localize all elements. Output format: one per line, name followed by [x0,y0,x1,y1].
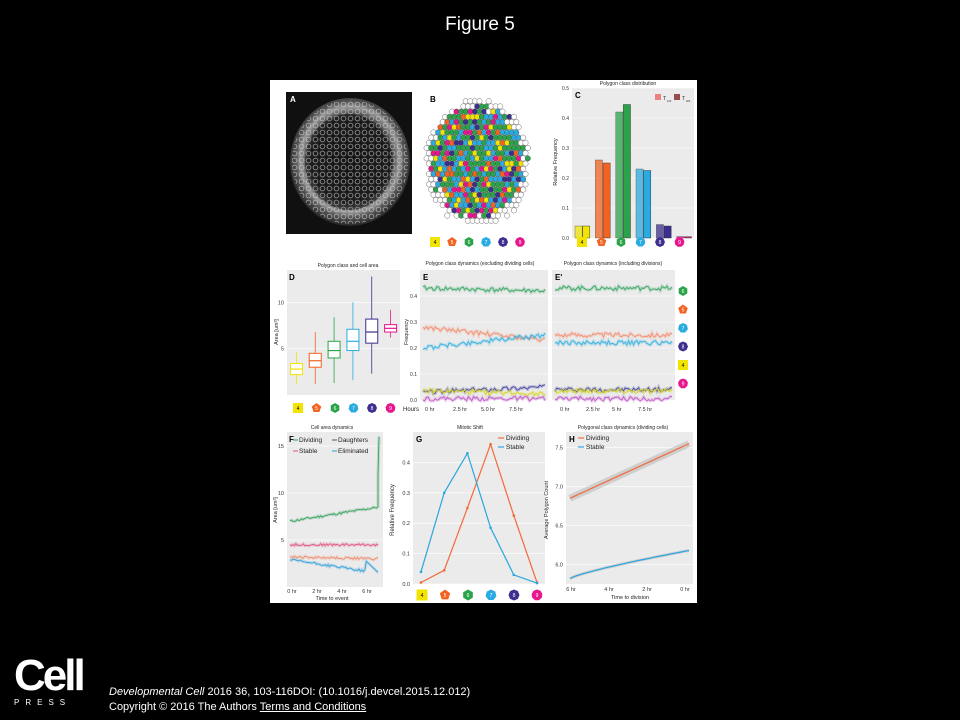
ytick-label: 0.2 [410,346,417,352]
box [347,329,359,350]
ytick-label: 0.0 [410,398,417,404]
hour-tick: 0 hr [425,407,435,413]
citation [109,685,470,715]
xtick-label: 6 hr [362,589,372,595]
data-point [513,514,516,517]
legend-label-t14: T [663,96,667,102]
data-point [489,443,492,446]
polygon-marker-label: 5 [443,592,447,599]
panel-f [273,425,383,602]
panel-g-letter: G [416,435,423,444]
panel-f-ylabel: Area [um²] [273,497,279,523]
polygon-cell [516,125,521,130]
panel-e-ylabel: Frequency [404,319,410,345]
polygon-marker-label: 9 [518,239,522,246]
figure-graphic [270,80,697,603]
legend-label-g-dividing: Dividing [506,435,530,442]
bar [684,237,691,238]
logo-word: Cell [14,651,83,700]
bar [636,169,643,238]
journal-name: Developmental Cell [109,686,205,698]
panel-e-hours [425,407,523,413]
panel-e-markers [678,286,688,388]
bar [623,105,630,239]
panel-b-markers [430,237,525,247]
xtick-label: 4 hr [337,589,347,595]
panel-d-title: Polygon class and cell area [317,263,379,269]
panel-c-markers [577,237,684,247]
panel-h-yticks [555,446,563,569]
ytick-label: 0.4 [562,116,569,122]
xtick-label: 0 hr [680,587,690,593]
panel-g [390,425,545,601]
polygon-marker-label: 8 [512,592,516,599]
hour-tick: 0 hr [560,407,570,413]
panel-c-yticks [562,86,569,242]
polygon-marker-label: 6 [619,239,623,246]
polygon-cell [511,114,516,119]
polygon-marker-label: 6 [467,239,471,246]
panel-e-title: Polygon class dynamics (excluding dividing cells) [425,261,535,267]
data-point [443,492,446,495]
copyright-line [109,700,470,715]
panel-b [424,95,531,224]
polygon-cell [498,104,503,109]
panel-e-yticks [410,294,417,404]
polygon-cell [486,99,491,104]
hour-tick: 7.5 hr [509,407,524,413]
panel-d-ylabel: Area [um²] [274,319,280,345]
panel-h-xlabel: Time to division [610,595,650,601]
panel-a [286,92,412,234]
panel-h [544,425,693,601]
legend-sub-t34: 3/4 [686,99,691,103]
xtick-label: 2 hr [642,587,652,593]
polygon-marker-label: 9 [681,381,685,388]
panel-f-xticks [287,589,372,595]
polygon-marker-label: 6 [681,288,685,295]
panel-d-markers [293,403,395,413]
polygon-marker-label: 9 [389,405,392,412]
ytick-label: 0.1 [402,551,410,558]
panel-g-title: Mitotic Shift [457,425,483,431]
polygon-cell [477,99,482,104]
ytick-label: 0.2 [562,176,569,182]
polygon-marker-label: 7 [352,405,355,412]
ytick-label: 10 [277,300,284,307]
polygon-marker-label: 7 [484,239,488,246]
polygon-marker-label: 6 [466,592,470,599]
citation-line [109,685,470,700]
panel-c-title: Polygon class distribution [599,81,657,87]
polygon-cell [504,213,509,218]
ytick-label: 0.4 [410,294,417,300]
bar [575,226,582,238]
polygon-marker-label: 7 [639,239,642,246]
polygon-marker-label: 6 [333,405,337,412]
data-point [420,581,423,584]
polygon-cell [521,187,526,192]
polygon-marker-label: 7 [681,325,685,332]
data-point [466,452,469,455]
bar [583,226,590,238]
data-point [420,571,423,574]
ytick-label: 0.0 [402,582,410,588]
polygon-marker-label: 5 [600,239,603,246]
data-point [443,569,446,572]
panel-e-letter: E [423,273,429,282]
legend-label-daughters: Daughters [338,437,368,444]
panel-d [274,263,400,413]
box [366,319,378,343]
figure-panel [270,80,697,603]
panel-f-title: Cell area dynamics [310,425,354,431]
polygon-marker-label: 4 [681,362,685,369]
polygon-cell [521,135,526,140]
polygon-cell [495,213,500,218]
ytick-label: 5 [280,346,284,353]
hour-tick: 5 hr [612,407,622,413]
data-point [489,526,492,529]
polygon-marker-label: 4 [296,405,300,412]
panel-c-plot-area [572,88,694,238]
panel-g-plot-area [413,432,545,584]
panel-d-plot-area [287,270,400,395]
polygon-cell [523,171,528,176]
legend-sub-t14: 1/4 [667,99,672,103]
panel-g-ylabel: Relative Frequency [390,484,396,536]
polygon-cell [500,109,505,114]
ytick-label: 0.1 [410,372,417,378]
panel-h-xticks [566,587,690,593]
legend-swatch-t14 [655,94,661,100]
ytick-label: 5 [280,538,284,545]
panel-a-letter: A [290,95,296,104]
ytick-label: 0.3 [402,490,410,497]
slide-title: Figure 5 [445,14,515,35]
panel-b-letter: B [430,95,436,104]
ytick-label: 10 [277,491,284,498]
polygon-cell [523,182,528,187]
bar [595,160,602,238]
polygon-cell [514,203,519,208]
polygon-marker-label: 9 [678,239,681,246]
bar [644,171,651,239]
polygon-cell [493,218,498,223]
panel-g-markers [417,590,543,601]
panel-f-xlabel: Time to event [315,596,349,602]
bar [664,226,671,238]
polygon-marker-label: 5 [681,307,685,314]
ytick-label: 15 [277,444,284,451]
polygon-cell [525,145,530,150]
ytick-label: 7.0 [555,484,563,491]
legend-label-eliminated: Eliminated [338,448,369,455]
ytick-label: 0.3 [562,146,569,152]
data-point [536,582,539,585]
ytick-label: 7.5 [555,445,563,452]
polygon-marker-label: 8 [658,239,662,246]
ytick-label: 0.2 [402,521,410,528]
data-point [513,574,516,577]
logo-sub: PRESS [14,698,72,707]
ytick-label: 6.5 [555,523,563,530]
ytick-label: 0.4 [402,460,410,467]
bar [616,112,623,238]
hour-tick: 2.5 hr [453,407,468,413]
panel-d-letter: D [289,273,295,282]
polygon-cell [523,161,528,166]
polygon-cell [502,208,507,213]
xtick-label: 2 hr [312,589,322,595]
ytick-label: 0.3 [410,320,417,326]
polygon-cell [518,192,523,197]
polygon-cell [521,166,526,171]
polygon-cell [523,140,528,145]
legend-swatch-t34 [674,94,680,100]
data-point [466,507,469,510]
ytick-label: 6.0 [555,562,563,569]
panel-g-yticks [402,460,410,588]
bar [603,163,610,238]
legend-label-h-dividing: Dividing [586,435,610,442]
polygon-marker-label: 4 [433,239,437,246]
xtick-label: 4 hr [604,587,614,593]
polygon-marker-label: 5 [315,405,318,412]
panel-e2-letter: E' [555,273,563,282]
terms-link[interactable]: Terms and Conditions [259,701,367,713]
xtick-label: 6 hr [566,587,576,593]
panel-c-ylabel: Relative Frequency [553,138,559,186]
polygon-marker-label: 7 [489,592,493,599]
polygon-cell [514,119,519,124]
polygon-marker-label: 8 [370,405,374,412]
legend-label-stable: Stable [299,448,318,455]
ytick-label: 0.0 [562,236,569,242]
legend-label-dividing: Dividing [299,437,323,444]
polygon-cell [523,151,528,156]
ytick-label: 0.5 [562,86,569,92]
ytick-label: 0.1 [562,206,569,212]
polygon-marker-label: 4 [420,592,424,599]
panel-c-letter: C [575,91,581,100]
citation-reference: 2016 36, 103-116DOI: (10.1016/j.devcel.2015.12.012) [204,686,471,698]
polygon-marker-label: 9 [535,592,539,599]
legend-label-h-stable: Stable [586,444,605,451]
polygon-cell [445,213,450,218]
bar [656,225,663,239]
panel-h-ylabel: Average Polygon Count [544,481,550,539]
panel-a-core-cells [305,114,393,210]
hours-label: Hours [403,407,420,413]
polygon-cell [514,130,519,135]
panel-b-cells [424,99,531,224]
panel-h-letter: H [569,435,575,444]
polygon-marker-label: 8 [681,344,685,351]
hour-tick: 2.5 hr [586,407,601,413]
panel-e [403,261,688,413]
polygon-cell [511,208,516,213]
xtick-label: 0 hr [287,589,297,595]
polygon-marker-label: 8 [501,239,505,246]
panel-c [553,81,694,247]
panel-h-title: Polygonal class dynamics (dividing cells) [577,425,669,431]
panel-e2-title: Polygon class dynamics (including divisions) [563,261,663,267]
polygon-cell [521,177,526,182]
panel-e2-hours [560,407,652,413]
legend-label-g-stable: Stable [506,444,525,451]
box [328,341,340,358]
legend-label-t34: T [682,96,686,102]
polygon-marker-label: 4 [580,239,584,246]
panel-f-yticks [278,444,284,544]
polygon-cell [525,156,530,161]
cell-press-logo [14,651,83,707]
polygon-marker-label: 5 [450,239,454,246]
hour-tick: 5.0 hr [481,407,496,413]
polygon-cell [516,197,521,202]
panel-f-letter: F [289,435,294,444]
hour-tick: 7.5 hr [638,407,653,413]
copyright-text: Copyright © 2016 The Authors [109,701,257,713]
